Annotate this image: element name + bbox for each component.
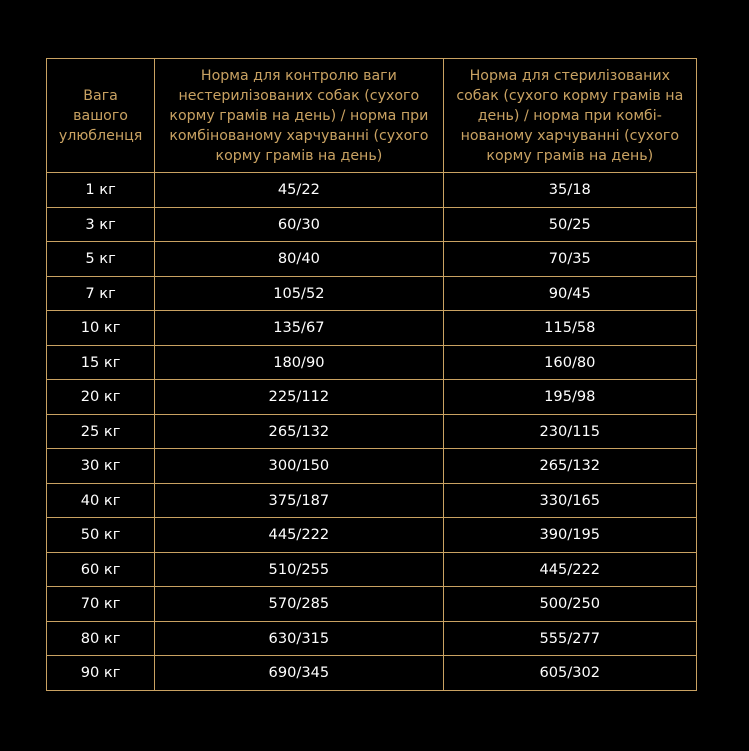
table-row bbox=[47, 345, 697, 380]
cell-non-sterilized-norm: 630/315 bbox=[155, 621, 443, 656]
cell-non-sterilized-norm: 510/255 bbox=[155, 552, 443, 587]
cell-sterilized-norm: 500/250 bbox=[443, 587, 696, 622]
header-sterilized-norm-label: Норма для стерилізованих собак (сухого корму грамів на день) / норма при комбі-нованому харчуванні (сухого корму грамів на день) bbox=[456, 67, 684, 164]
cell-non-sterilized-norm: 105/52 bbox=[155, 276, 443, 311]
cell-non-sterilized-norm: 300/150 bbox=[155, 449, 443, 484]
header-sterilized-norm bbox=[443, 59, 696, 173]
table-row bbox=[47, 380, 697, 415]
cell-pet-weight: 5 кг bbox=[47, 242, 155, 277]
cell-pet-weight: 20 кг bbox=[47, 380, 155, 415]
cell-sterilized-norm: 90/45 bbox=[443, 276, 696, 311]
cell-sterilized-norm: 35/18 bbox=[443, 173, 696, 208]
cell-non-sterilized-norm: 80/40 bbox=[155, 242, 443, 277]
cell-sterilized-norm: 50/25 bbox=[443, 207, 696, 242]
cell-pet-weight: 1 кг bbox=[47, 173, 155, 208]
table-header-row bbox=[47, 59, 697, 173]
cell-sterilized-norm: 265/132 bbox=[443, 449, 696, 484]
cell-sterilized-norm: 115/58 bbox=[443, 311, 696, 346]
cell-non-sterilized-norm: 135/67 bbox=[155, 311, 443, 346]
cell-pet-weight: 25 кг bbox=[47, 414, 155, 449]
table-row bbox=[47, 518, 697, 553]
cell-pet-weight: 90 кг bbox=[47, 656, 155, 691]
cell-non-sterilized-norm: 225/112 bbox=[155, 380, 443, 415]
cell-pet-weight: 7 кг bbox=[47, 276, 155, 311]
cell-non-sterilized-norm: 45/22 bbox=[155, 173, 443, 208]
cell-pet-weight: 10 кг bbox=[47, 311, 155, 346]
cell-pet-weight: 30 кг bbox=[47, 449, 155, 484]
table-row bbox=[47, 242, 697, 277]
cell-sterilized-norm: 330/165 bbox=[443, 483, 696, 518]
header-pet-weight-label: Вага вашого улюбленця bbox=[58, 87, 143, 144]
table-row bbox=[47, 311, 697, 346]
header-non-sterilized-norm bbox=[155, 59, 443, 173]
cell-non-sterilized-norm: 180/90 bbox=[155, 345, 443, 380]
cell-non-sterilized-norm: 375/187 bbox=[155, 483, 443, 518]
cell-non-sterilized-norm: 60/30 bbox=[155, 207, 443, 242]
cell-sterilized-norm: 445/222 bbox=[443, 552, 696, 587]
cell-pet-weight: 40 кг bbox=[47, 483, 155, 518]
cell-pet-weight: 50 кг bbox=[47, 518, 155, 553]
cell-sterilized-norm: 605/302 bbox=[443, 656, 696, 691]
cell-sterilized-norm: 195/98 bbox=[443, 380, 696, 415]
cell-sterilized-norm: 70/35 bbox=[443, 242, 696, 277]
cell-pet-weight: 3 кг bbox=[47, 207, 155, 242]
cell-pet-weight: 70 кг bbox=[47, 587, 155, 622]
table-row bbox=[47, 207, 697, 242]
cell-pet-weight: 15 кг bbox=[47, 345, 155, 380]
table-row bbox=[47, 483, 697, 518]
table-row bbox=[47, 276, 697, 311]
table-row bbox=[47, 587, 697, 622]
cell-pet-weight: 80 кг bbox=[47, 621, 155, 656]
cell-non-sterilized-norm: 445/222 bbox=[155, 518, 443, 553]
cell-sterilized-norm: 390/195 bbox=[443, 518, 696, 553]
table-row bbox=[47, 414, 697, 449]
cell-pet-weight: 60 кг bbox=[47, 552, 155, 587]
header-non-sterilized-norm-label: Норма для контролю ваги нестерилізованих собак (сухого корму грамів на день) / норма при комбінованому харчуванні (сухого корму грамів на день) bbox=[169, 67, 429, 164]
table-row bbox=[47, 552, 697, 587]
feeding-norms-table bbox=[46, 58, 697, 691]
table-body bbox=[47, 173, 697, 691]
cell-sterilized-norm: 160/80 bbox=[443, 345, 696, 380]
cell-non-sterilized-norm: 690/345 bbox=[155, 656, 443, 691]
cell-non-sterilized-norm: 265/132 bbox=[155, 414, 443, 449]
cell-non-sterilized-norm: 570/285 bbox=[155, 587, 443, 622]
table-row bbox=[47, 621, 697, 656]
table-row bbox=[47, 173, 697, 208]
header-pet-weight bbox=[47, 59, 155, 173]
cell-sterilized-norm: 230/115 bbox=[443, 414, 696, 449]
cell-sterilized-norm: 555/277 bbox=[443, 621, 696, 656]
table-row bbox=[47, 656, 697, 691]
table-row bbox=[47, 449, 697, 484]
